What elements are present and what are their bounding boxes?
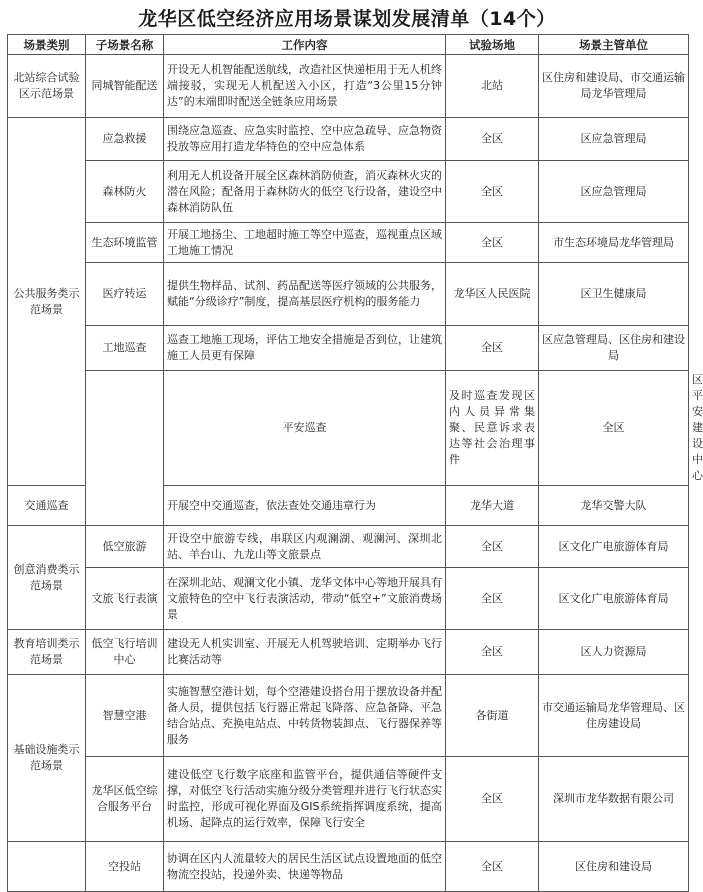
work-content-cell: 协调在区内人流量较大的居民生活区试点设置地面的低空物流空投站，投递外卖、快递等物品 bbox=[164, 842, 446, 892]
work-content-cell: 实施智慧空港计划，每个空港建设搭台用于摆放设备并配备人员，提供包括飞行器正常起飞降落、应急备降、平急结合站点、充换电站点、中转货物装卸点、飞行器保养等服务 bbox=[164, 675, 446, 757]
table-row bbox=[8, 326, 689, 371]
managing-unit-cell: 区卫生健康局 bbox=[539, 263, 689, 326]
table-row bbox=[8, 568, 689, 630]
sub-scenario-cell: 工地巡查 bbox=[86, 326, 164, 371]
sub-scenario-cell: 森林防火 bbox=[86, 161, 164, 223]
table-row bbox=[8, 55, 689, 118]
sub-scenario-cell: 文旅飞行表演 bbox=[86, 568, 164, 630]
managing-unit-cell: 区住房和建设局 bbox=[539, 842, 689, 892]
test-site-cell: 全区 bbox=[446, 568, 539, 630]
work-content-cell: 开展工地扬尘、工地超时施工等空中巡查，巡视重点区域工地施工情况 bbox=[164, 223, 446, 263]
work-content-cell: 开展空中交通巡查，依法查处交通违章行为 bbox=[164, 486, 446, 526]
category-cell: 北站综合试验区示范场景 bbox=[8, 55, 86, 118]
test-site-cell: 全区 bbox=[539, 371, 689, 486]
table-header-row bbox=[8, 35, 689, 55]
managing-unit-cell: 市交通运输局龙华管理局、区住房建设局 bbox=[539, 675, 689, 757]
test-site-cell: 全区 bbox=[446, 757, 539, 842]
sub-scenario-cell: 医疗转运 bbox=[86, 263, 164, 326]
test-site-cell: 龙华大道 bbox=[446, 486, 539, 526]
test-site-cell: 全区 bbox=[446, 630, 539, 675]
work-content-cell: 建设无人机实训室、开展无人机驾驶培训、定期举办飞行比赛活动等 bbox=[164, 630, 446, 675]
test-site-cell: 龙华区人民医院 bbox=[446, 263, 539, 326]
work-content-cell: 提供生物样品、试剂、药品配送等医疗领域的公共服务，赋能“分级诊疗”制度，提高基层医疗机构的服务能力 bbox=[164, 263, 446, 326]
table-row bbox=[8, 223, 689, 263]
category-cell: 教育培训类示范场景 bbox=[8, 630, 86, 675]
managing-unit-cell: 区应急管理局 bbox=[539, 118, 689, 161]
sub-scenario-cell: 生态环境监管 bbox=[86, 223, 164, 263]
work-content-cell: 利用无人机设备开展全区森林消防侦查，消灭森林火灾的潜在风险；配备用于森林防火的低空飞行设备，建设空中森林消防队伍 bbox=[164, 161, 446, 223]
sub-scenario-cell: 同城智能配送 bbox=[86, 55, 164, 118]
managing-unit-cell: 深圳市龙华数据有限公司 bbox=[539, 757, 689, 842]
scenario-table bbox=[7, 34, 703, 892]
header-work-content: 工作内容 bbox=[164, 35, 446, 55]
sub-scenario-cell: 空投站 bbox=[86, 842, 164, 892]
test-site-cell: 北站 bbox=[446, 55, 539, 118]
work-content-cell: 围绕应急巡查、应急实时监控、空中应急疏导、应急物资投放等应用打造龙华特色的空中应急体系 bbox=[164, 118, 446, 161]
sub-scenario-cell: 龙华区低空综合服务平台 bbox=[86, 757, 164, 842]
sub-scenario-cell: 低空旅游 bbox=[86, 526, 164, 568]
sub-scenario-cell: 智慧空港 bbox=[86, 675, 164, 757]
table-row bbox=[8, 161, 689, 223]
table-row bbox=[8, 630, 689, 675]
table-row bbox=[8, 263, 689, 326]
work-content-cell: 开设无人机智能配送航线，改造社区快递柜用于无人机终端接驳，实现无人机配送入小区，打造“3公里15分钟达”的末端即时配送全链条应用场景 bbox=[164, 55, 446, 118]
table-row bbox=[8, 526, 689, 568]
table-row bbox=[8, 757, 689, 842]
test-site-cell: 全区 bbox=[446, 118, 539, 161]
managing-unit-cell: 龙华交警大队 bbox=[539, 486, 689, 526]
work-content-cell: 建设低空飞行数字底座和监管平台，提供通信等硬件支撑，对低空飞行活动实施分级分类管理并进行飞行状态实时监控，形成可视化界面及GIS系统指挥调度系统，提高机场、起降点的运行效率，保障飞行安全 bbox=[164, 757, 446, 842]
test-site-cell: 各街道 bbox=[446, 675, 539, 757]
work-content-cell: 巡查工地施工现场，评估工地安全措施是否到位，让建筑施工人员更有保障 bbox=[164, 326, 446, 371]
table-row bbox=[8, 675, 689, 757]
managing-unit-cell: 区应急管理局、区住房和建设局 bbox=[539, 326, 689, 371]
page-title: 龙华区低空经济应用场景谋划发展清单（14个） bbox=[138, 8, 556, 30]
managing-unit-cell: 区住房和建设局、市交通运输局龙华管理局 bbox=[539, 55, 689, 118]
sub-scenario-cell: 应急救援 bbox=[86, 118, 164, 161]
managing-unit-cell: 区应急管理局 bbox=[539, 161, 689, 223]
category-cell bbox=[86, 371, 164, 526]
work-content-cell: 在深圳北站、观澜文化小镇、龙华文体中心等地开展具有文旅特色的空中飞行表演活动，带动“低空+”文旅消费场景 bbox=[164, 568, 446, 630]
managing-unit-cell: 区文化广电旅游体育局 bbox=[539, 568, 689, 630]
category-cell bbox=[8, 842, 86, 892]
table-row bbox=[8, 118, 689, 161]
table-row: 平安巡查 及时巡查发现区内人员异常集聚、民意诉求表达等社会治理事件 全区 区平安建设中心 bbox=[8, 371, 689, 486]
sub-scenario-cell: 低空飞行培训中心 bbox=[86, 630, 164, 675]
test-site-cell: 全区 bbox=[446, 326, 539, 371]
category-cell: 公共服务类示范场景 bbox=[8, 118, 86, 486]
header-category: 场景类别 bbox=[8, 35, 86, 55]
sub-scenario-cell: 交通巡查 bbox=[8, 486, 86, 526]
managing-unit-cell: 市生态环境局龙华管理局 bbox=[539, 223, 689, 263]
work-content-cell: 开设空中旅游专线，串联区内观澜湖、观澜河、深圳北站、羊台山、九龙山等文旅景点 bbox=[164, 526, 446, 568]
test-site-cell: 全区 bbox=[446, 161, 539, 223]
test-site-cell: 全区 bbox=[446, 526, 539, 568]
category-cell: 创意消费类示范场景 bbox=[8, 526, 86, 630]
work-content-cell: 及时巡查发现区内人员异常集聚、民意诉求表达等社会治理事件 bbox=[446, 371, 539, 486]
test-site-cell: 全区 bbox=[446, 842, 539, 892]
managing-unit-cell: 区人力资源局 bbox=[539, 630, 689, 675]
managing-unit-cell: 区文化广电旅游体育局 bbox=[539, 526, 689, 568]
test-site-cell: 全区 bbox=[446, 223, 539, 263]
header-sub-scenario: 子场景名称 bbox=[86, 35, 164, 55]
category-cell: 基础设施类示范场景 bbox=[8, 675, 86, 842]
table-row bbox=[8, 842, 689, 892]
header-test-site: 试验场地 bbox=[446, 35, 539, 55]
header-managing-unit: 场景主管单位 bbox=[539, 35, 689, 55]
sub-scenario-cell: 平安巡查 bbox=[164, 371, 446, 486]
